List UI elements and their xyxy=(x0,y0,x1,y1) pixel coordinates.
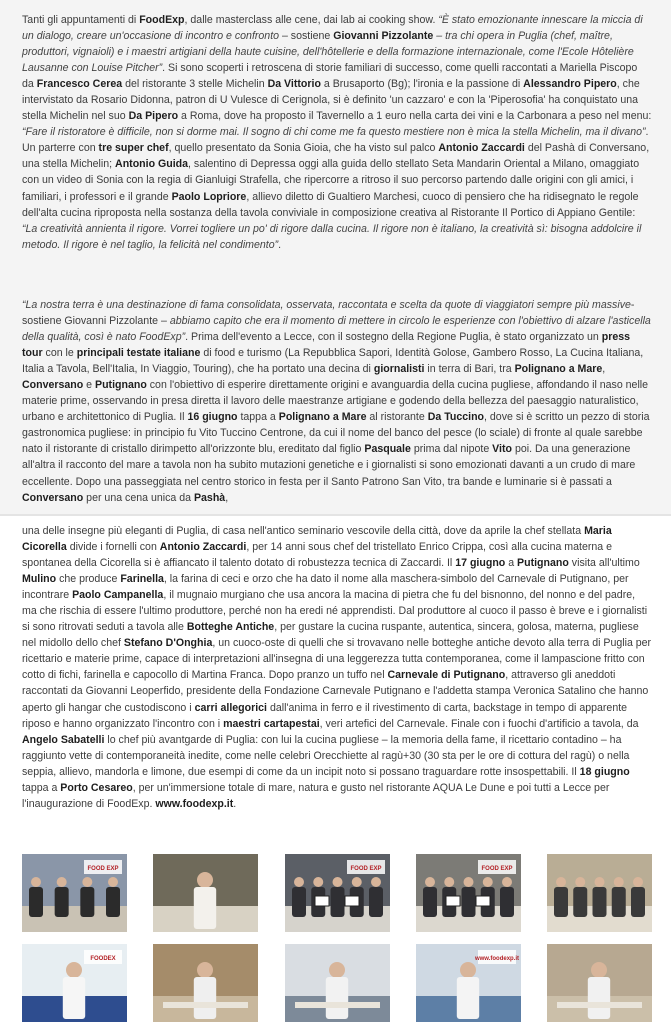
photo-image xyxy=(285,944,390,1022)
gallery-thumbnail[interactable] xyxy=(153,854,258,932)
gallery-thumbnail[interactable] xyxy=(22,944,127,1022)
bold-text: Antonio Zaccardi xyxy=(438,142,525,155)
bold-text: maestri cartapestai xyxy=(223,717,320,730)
body-text: Tanti gli appuntamenti di xyxy=(22,14,140,26)
body-text: , salentino di Depressa oggi alla guida dello stellato Seta Mandarin Oriental a Milano, omaggiato con un video di Sonia con la regia di Gianluigi Strafella, che ripercorre a ritroso il suo percorso partendo dalle origini con gli amici, i familiari, i professori e il grande xyxy=(22,158,640,203)
body-text: al ristorante xyxy=(366,411,428,424)
bold-text: Da Pipero xyxy=(128,110,179,123)
body-text: , xyxy=(225,491,229,504)
bold-text: Da Vittorio xyxy=(267,78,321,91)
gallery-thumbnail[interactable] xyxy=(22,854,127,932)
bold-text: 17 giugno xyxy=(455,557,506,570)
body-text: . Si sono scoperti i retroscena di storie familiari di successo, come quelli raccontati a Mariella Piscopo da xyxy=(22,62,638,91)
body-text: , un cuoco-oste di quelli che si trovavano nelle botteghe antiche devoto alla terra di Puglia per ricettario e materie prime, capace di interpretazioni all'insegna di una leggerezza tutta contemporanea, come il lampascione fritto con cotto di fichi, farinella e capocollo di Martina Franca. Dopo pranzo un tuffo nel xyxy=(22,637,652,682)
bold-text[interactable]: www.foodexp.it xyxy=(155,797,234,810)
body-text: , quello presentato da Sonia Gioia, che ha visto sul palco xyxy=(168,142,439,155)
banner-text: www.foodexp.it xyxy=(474,956,519,962)
body-text: a xyxy=(505,557,518,570)
bold-text: Putignano xyxy=(517,557,569,570)
photo-image xyxy=(285,854,390,932)
banner-text: FOODEX xyxy=(90,956,116,962)
body-text: , dove si è scritto un pezzo di storia gastronomica pugliese: in principio fu Vito Tuccino Centrone, da cui il nome del banco del pesce (lo scіale) di fronte al quale sarebbe nato il ristorante di cristallo dirimpetto all'orizzonte blu, ereditato dal figlio xyxy=(22,411,650,456)
bold-text: Angelo Sabatelli xyxy=(22,733,105,746)
body-text: tappa a xyxy=(237,411,279,424)
body-text: una delle insegne più eleganti di Puglia, di casa nell'antico seminario vescovile della città, dove da aprile la chef stellata xyxy=(22,525,585,537)
photo-image xyxy=(416,854,521,932)
bold-text: Polignano a Mare xyxy=(514,363,603,376)
bold-text: 18 giugno xyxy=(579,765,630,778)
body-text: . xyxy=(233,797,237,810)
bold-text: principali testate italiane xyxy=(76,347,201,360)
bold-text: Stefano D'Onghia xyxy=(123,637,213,650)
gallery-thumbnail[interactable] xyxy=(416,854,521,932)
photo-image xyxy=(416,944,521,1022)
quote-text: “La creatività annienta il rigore. Vorrei togliere un po' di rigore dalla cucina. Il rigore non è italiano, la creatività sì: bisogna addolcire il metodo. Il rigore è nel taglio, la felicità nel condimento” xyxy=(22,222,642,251)
photo-image xyxy=(153,854,258,932)
body-text: , attraverso gli aneddoti raccontati da Giovanni Leoperfido, presidente della Fondazione Carnevale Putignano e l'addetta stampa Veronica Satalino che hanno aperto gli hangar che custodiscono i xyxy=(22,669,649,714)
body-text: , il mugnaio murgiano che usa ancora la macina di pietra che fu del bisnonno, del nonno e del padre, ma che rischia di essere l'ultimo produttore, perché non ha eredi né apprendisti. Dal produttore al cuoco il passo è breve e i giornalisti si sono ritrovati seduti a tavola alle xyxy=(22,589,648,634)
bold-text: Da Tuccino xyxy=(427,411,485,424)
body-text: poi. Da una generazione all'altra il racconto del mare a tavola non ha subito mutazioni genetiche e i giornalisti si sono emozionati davanti a un crudo di mare eccellente. Dopo una passeggiata nel centro storico in festa per il Santo Patrono San Vito, tra bande e luminarie si è passati a xyxy=(22,443,636,488)
photo-image xyxy=(547,854,652,932)
bold-text: Pasquale xyxy=(364,443,411,456)
bold-text: Antonio Zaccardi xyxy=(159,541,247,554)
photo-image xyxy=(153,944,258,1022)
bold-text: Polignano a Mare xyxy=(278,411,367,424)
body-text: in terra di Bari, tra xyxy=(424,363,515,376)
bold-text: Maria Cicorella xyxy=(22,525,612,554)
body-text: , che intervistato da Rosario Didonna, patron di U Vulesce di Cerignola, si è definito 'un cazzaro' e con la 'Piperosofia' ha conquistato una stella Michelin nel suo xyxy=(22,78,640,123)
body-text: , per 14 anni sous chef del tristellato Enrico Crippa, così alla cucina materna e spontanea della Cicorella si è affiancato il talento dotato di robustezza tecnica di Zaccardi. Il xyxy=(22,541,613,570)
bold-text: giornalisti xyxy=(373,363,425,376)
body-text: per una cena unica da xyxy=(83,491,194,504)
section-divider xyxy=(0,514,671,516)
bold-text: Porto Cesareo xyxy=(60,781,133,794)
body-text: , per gustare la cucina ruspante, autentica, sincera, golosa, materna, pugliese nel midollo dello chef xyxy=(22,621,639,650)
bold-text: Conversano xyxy=(22,379,84,392)
bold-text: Botteghe Antiche xyxy=(186,621,275,634)
body-text: , allievo diletto di Gualtiero Marchesi, cuoco di pensiero che ha ridisegnato le regole dell'alta cucina riproposta nella sostanza della tavola conviviale in composizione creativa al Ristorante Il Portico di Appiano Gentile: xyxy=(22,190,639,219)
body-text: , xyxy=(602,363,606,376)
article-paragraph-1 xyxy=(22,12,652,253)
body-text: visita all'ultimo xyxy=(568,557,640,570)
bold-text: Giovanni Pizzolante xyxy=(333,30,434,43)
article-paragraph-2 xyxy=(22,297,652,506)
gallery-thumbnail[interactable] xyxy=(285,854,390,932)
quote-text: – tra chi opera in Puglia (chef, maître, produttori, vignaioli) e i maestri artigiani della haute cuisine, dell'hôtellerie e della formazione internazionale, come l'Ecole Hôtelière Lausanne con Louise Pitcher” xyxy=(22,30,634,75)
body-text: dall'anima in ferro e il rivestimento di carta, backstage in tempo di apparente riposo e hanno organizzato l'incontro con i xyxy=(22,701,628,730)
body-text: , veri artefici del Carnevale. Finale con i fuochi d'artificio a tavola, da xyxy=(319,717,639,730)
body-text: divide i fornelli con xyxy=(66,541,160,554)
photo-image xyxy=(547,944,652,1022)
bold-text: Paolo Campanella xyxy=(72,589,164,602)
bold-text: Putignano xyxy=(95,379,147,392)
body-text: a Brusaporto (Bg); l'ironia e la passione di xyxy=(320,78,524,91)
body-text: del Pashà di Conversano, una stella Michelin; xyxy=(22,142,650,171)
banner-text: FOOD EXP xyxy=(481,866,513,872)
bold-text: Carnevale di Putignano xyxy=(387,669,506,682)
quote-text: “La nostra terra è una destinazione di fama consolidata, osservata, raccontata e scelta da quote di viaggiatori sempre più massive xyxy=(22,299,631,311)
bold-text: press tour xyxy=(22,331,631,360)
body-text: lo chef più avantgarde di Puglia: con lui la cucina pugliese – la memoria della fame, il ricettario contadino – ha raggiunto vette di contemporaneità inedite, come nelle celebri Orecchiette al ragù+30 (30 sta per le ore di cottura del ragù) o nella seppia, allievo, mandorla e limone, due esempi di come da un incipit noto si possano traguardare rotte insospettabili. Il xyxy=(22,733,630,778)
gallery-thumbnail[interactable] xyxy=(547,854,652,932)
banner-text: FOOD EXP xyxy=(87,866,119,872)
gallery-thumbnail[interactable] xyxy=(153,944,258,1022)
body-text: , dalle masterclass alle cene, dai lab ai cooking show. xyxy=(184,14,439,26)
photo-image xyxy=(22,854,127,932)
bold-text: 16 giugno xyxy=(187,411,238,424)
quote-text: “È stato emozionante innescare la miccia di un dialogo, creare un'occasione di incontro e confronto xyxy=(22,14,643,43)
bold-text: Pashà xyxy=(193,491,226,504)
body-text: con l'obiettivo di esperire direttamente origini e avanguardia della cucina pugliese, affondando il naso nelle materie prime, osservando in presa diretta il lavoro delle maestranze artigiane e godendo della bellezza del paesaggio naturalistico, urbano e architettonico di Puglia. Il xyxy=(22,379,649,424)
bold-text: Farinella xyxy=(120,573,164,586)
body-text: del ristorante 3 stelle Michelin xyxy=(122,78,268,91)
bold-text: Paolo Lopriore xyxy=(171,190,247,203)
body-text: , la farina di ceci e orzo che ha dato il nome alla maschera-simbolo del Carnevale di Putignano, per incontrare xyxy=(22,573,629,602)
body-text: – sostiene xyxy=(279,30,334,43)
photo-image xyxy=(22,944,127,1022)
body-text: - sostiene Giovanni Pizzolante – xyxy=(22,299,635,328)
body-text: con le xyxy=(42,347,77,360)
body-text: che produce xyxy=(56,573,121,586)
body-text: . xyxy=(278,238,282,251)
bold-text: Antonio Guida xyxy=(115,158,189,171)
bold-text: Conversano xyxy=(22,491,84,504)
body-text: tappa a xyxy=(22,781,61,794)
body-text: . Un parterre con xyxy=(22,126,649,155)
body-text: . Prima dell'evento a Lecce, con il sostegno della Regione Puglia, è stato organizzato un xyxy=(185,331,602,344)
gallery-thumbnail[interactable] xyxy=(416,944,521,1022)
gallery-thumbnail[interactable] xyxy=(547,944,652,1022)
article-paragraph-3 xyxy=(22,523,652,812)
body-text: a Roma, dove ha proposto il Tavernello a 1 euro nella carta dei vini e la Carbonara a peso nel menu: xyxy=(178,110,652,123)
bold-text: Mulino xyxy=(22,573,57,586)
body-text: di food e turismo (La Repubblica Sapori, Identità Golose, Gambero Rosso, La Cucina Italiana, Italia a Tavola, Bell'Italia, In Viaggio, Touring), che ha portato una decina di xyxy=(22,347,644,376)
bold-text: FoodExp xyxy=(139,14,185,26)
body-text: prima dal nipote xyxy=(410,443,493,456)
bold-text: Vito xyxy=(492,443,512,456)
bold-text: carri allegorici xyxy=(194,701,267,714)
bold-text: Francesco Cerea xyxy=(36,78,123,91)
banner-text: FOOD EXP xyxy=(349,866,382,872)
body-text: , per un'immersione totale di mare, natura e gusto nel ristorante AQUA Le Dune e poi tutti a Lecce per l'inaugurazione di FoodExp. xyxy=(22,781,610,810)
gallery-thumbnail[interactable] xyxy=(285,944,390,1022)
quote-text: “Fare il ristoratore è difficile, non si dorme mai. Il sogno di chi come me fa questo mestiere non è mica la stella Michelin, ma il divano” xyxy=(22,126,646,139)
bold-text: Alessandro Pipero xyxy=(523,78,617,91)
bold-text: tre super chef xyxy=(98,142,169,155)
body-text: e xyxy=(83,379,96,392)
quote-text: abbiamo capito che era il momento di mettere in circolo le esperienze con l'obiettivo di alzare l'asticella della qualità, così è nato FoodExp” xyxy=(22,315,651,344)
